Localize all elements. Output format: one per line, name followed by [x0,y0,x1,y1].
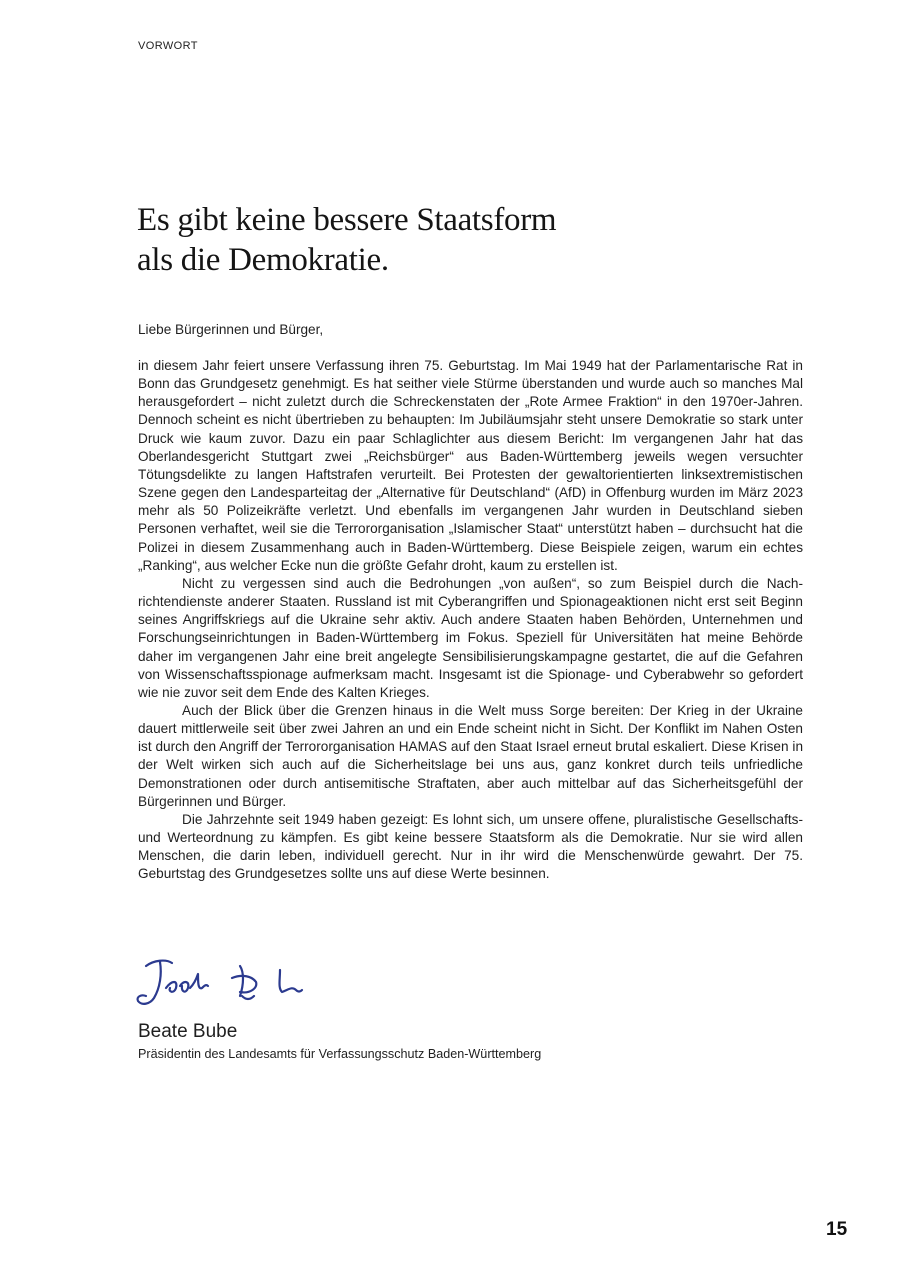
headline-line-1: Es gibt keine bessere Staatsform [137,202,557,238]
paragraph-2: Nicht zu vergessen sind auch die Bedrohungen „von außen“, so zum Beispiel durch die Nachrichtendienste anderer Staaten. Russland ist mit Cyberangriffen und Spionageaktionen nicht erst seit Beginn seines Angriffskriegs auf die Ukraine sehr aktiv. Auch andere Staaten haben Behörden, Unternehmen und Forschungseinrichtungen in Baden-Württemberg im Fokus. Speziell für Universitäten hat meine Behörde daher im vergangenen Jahr eine breit angelegte Sensibilisierungskampagne gestartet, die auf die Gefahren von Wissenschaftsspionage aufmerksam macht. Insgesamt ist die Spionage- und Cyberabwehr so gefordert wie nie zuvor seit dem Ende des Kalten Krieges. [138,575,803,700]
signer-title: Präsidentin des Landesamts für Verfassungsschutz Baden-Württemberg [138,1047,542,1061]
page-title [137,200,757,280]
greeting: Liebe Bürgerinnen und Bürger, [138,322,324,337]
paragraph-4: Die Jahrzehnte seit 1949 haben gezeigt: Es lohnt sich, um unsere offene, pluralistische Gesellschafts- und Werteordnung zu kämpfen. Es gibt keine bessere Staatsform als die Demokratie. Nur sie wird allen Menschen, die darin leben, individuell gerecht. Nur in ihr wird die Menschenwürde gewahrt. Der 75. Geburtstag des Grundgesetzes sollte uns auf diese Werte besinnen. [138,811,803,882]
foreword-body [138,357,803,884]
headline-line-2: als die Demokratie. [137,242,389,278]
signer-name: Beate Bube [138,1021,238,1042]
section-label: VORWORT [138,40,198,52]
paragraph-3: Auch der Blick über die Grenzen hinaus in die Welt muss Sorge bereiten: Der Krieg in der Ukraine dauert mittlerweile seit über zwei Jahren an und ein Ende scheint nicht in Sicht. Der Konflikt im Nahen Osten ist durch den Angriff der Terrororganisation HAMAS auf den Staat Israel erneut brutal eskaliert. Diese Krisen in der Welt wirken sich auch auf die Sicherheitslage bei uns aus, ganz konkret durch teils unfriedliche Demonstrationen oder durch antisemitische Straftaten, aber auch mittelbar auf das Sicherheitsgefühl der Bürgerinnen und Bürger. [138,702,803,809]
page-number: 15 [826,1219,848,1240]
paragraph-1: in diesem Jahr feiert unsere Verfassung ihren 75. Geburtstag. Im Mai 1949 hat der Parlamentarische Rat in Bonn das Grundgesetz genehmigt. Es hat seither viele Stürme überstanden und wurde auch so manches Mal herausgefordert – nicht zuletzt durch die Schreckenstaten der „Rote Armee Fraktion“ in den 1970er-Jahren. Dennoch scheint es nicht übertrieben zu behaupten: Im Jubiläumsjahr steht unsere Demokratie so stark unter Druck wie kaum zuvor. Dazu ein paar Schlaglichter aus diesem Bericht: Im vergangenen Jahr hat das Oberlandesgericht Stuttgart zwei „Reichsbürger“ aus Baden-Württemberg jeweils wegen versuchter Tötungsdelikte zu langen Haftstrafen verurteilt. Bei Protesten der gewaltorientierten linksextremistischen Szene gegen den Landesparteitag der „Alternative für Deutschland“ (AfD) in Offenburg wurden im März 2023 mehr als 50 Polizeikräfte verletzt. Und ebenfalls im vergangenen Jahr wurden in Deutschland sieben Personen verhaftet, weil sie die Terrororganisation „Islamischer Staat“ unterstützt haben – durchsucht hat die Polizei in diesem Zusammenhang auch in Baden-Württemberg. Diese Beispiele zeigen, warum ein echtes „Ranking“, aus welcher Ecke nun die größte Gefahr droht, kaum zu erstellen ist. [138,358,803,573]
handwritten-signature [132,948,332,1016]
